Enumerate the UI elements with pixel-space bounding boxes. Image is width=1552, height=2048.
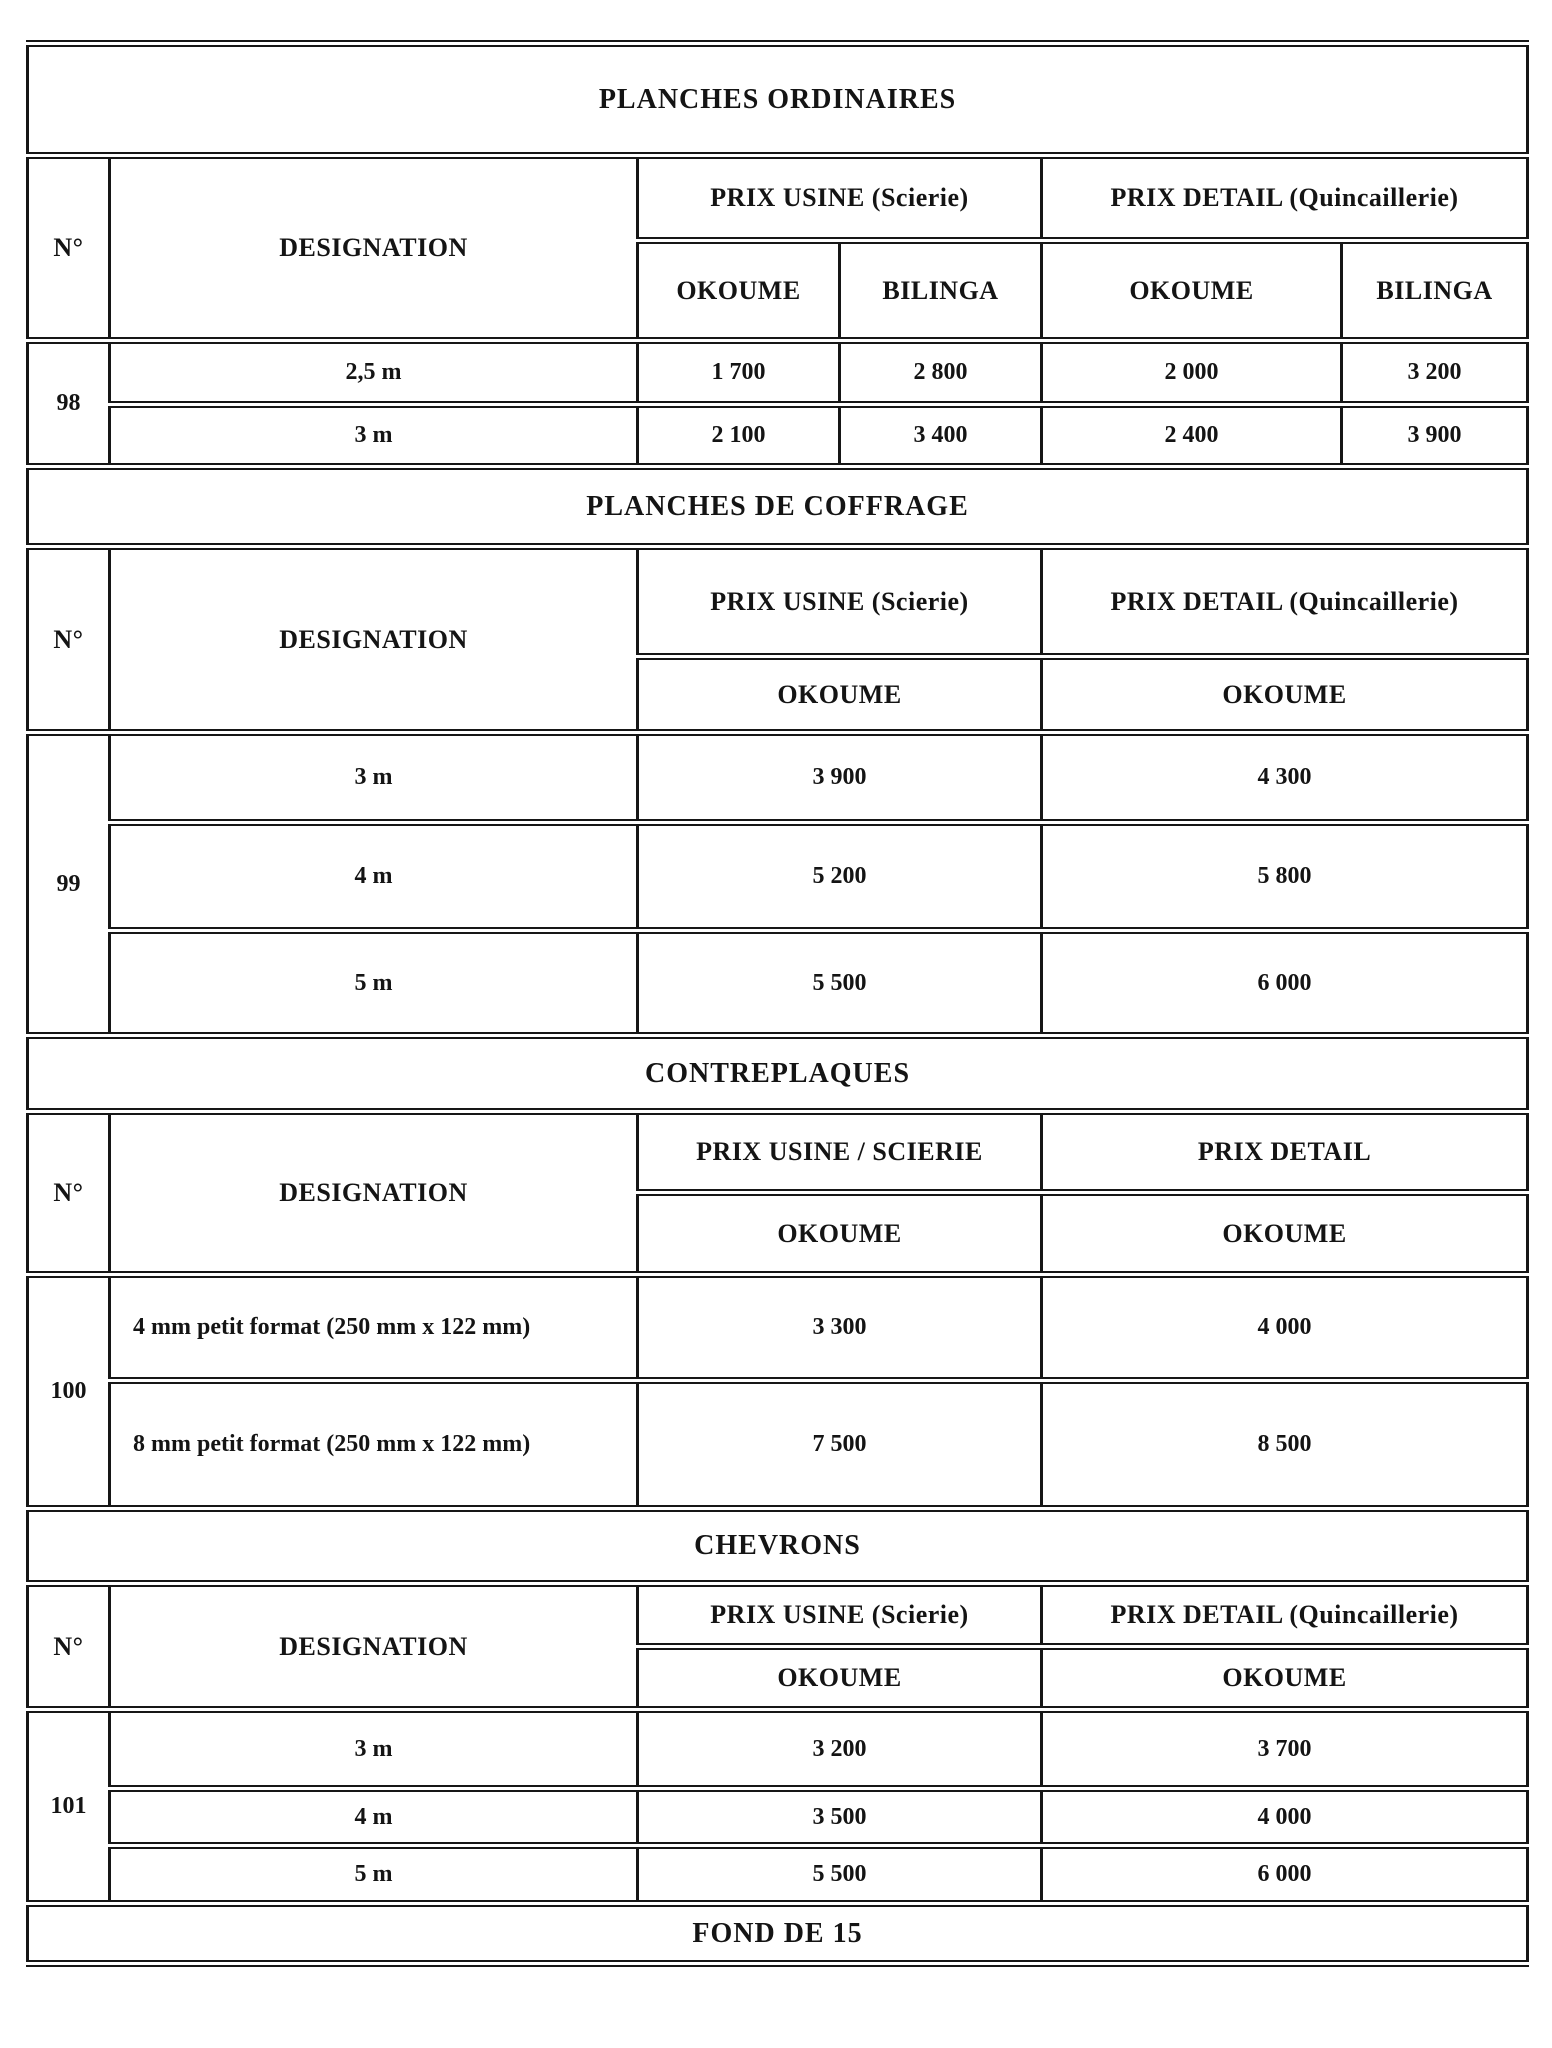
cell-price: 2 000 — [1042, 341, 1342, 405]
header-row-upper — [28, 547, 1528, 657]
table-row — [28, 1846, 1528, 1904]
sub-header-okoume: OKOUME — [1042, 1193, 1528, 1275]
sub-header-okoume: OKOUME — [638, 1193, 1042, 1275]
col-header-designation: DESIGNATION — [110, 1112, 638, 1275]
cell-designation: 5 m — [110, 1846, 638, 1904]
cell-designation: 4 m — [110, 1789, 638, 1846]
cell-price: 2 100 — [638, 405, 840, 467]
cell-designation: 8 mm petit format (250 mm x 122 mm) — [110, 1381, 638, 1509]
cell-price: 5 500 — [638, 931, 1042, 1036]
cell-price: 4 300 — [1042, 733, 1528, 823]
cell-price: 3 400 — [840, 405, 1042, 467]
cell-price: 2 800 — [840, 341, 1042, 405]
cell-price: 5 500 — [638, 1846, 1042, 1904]
table-row — [28, 341, 1528, 405]
cell-price: 3 200 — [638, 1710, 1042, 1789]
cell-designation: 3 m — [110, 733, 638, 823]
cell-price: 3 700 — [1042, 1710, 1528, 1789]
sub-header-bilinga: BILINGA — [1342, 241, 1528, 341]
col-header-designation: DESIGNATION — [110, 547, 638, 733]
cell-price: 1 700 — [638, 341, 840, 405]
cell-price: 6 000 — [1042, 1846, 1528, 1904]
price-table — [26, 40, 1529, 1967]
table-row — [28, 1275, 1528, 1381]
group-number: 99 — [28, 733, 110, 1036]
col-header-prix-usine: PRIX USINE (Scierie) — [638, 547, 1042, 657]
cell-designation: 5 m — [110, 931, 638, 1036]
section-title-planches-de-coffrage: PLANCHES DE COFFRAGE — [28, 467, 1528, 547]
cell-designation: 2,5 m — [110, 341, 638, 405]
cell-price: 3 900 — [638, 733, 1042, 823]
table-row — [28, 1789, 1528, 1846]
col-header-no: N° — [28, 547, 110, 733]
col-header-designation: DESIGNATION — [110, 1584, 638, 1710]
cell-price: 2 400 — [1042, 405, 1342, 467]
footer-title-fond-de-15: FOND DE 15 — [28, 1904, 1528, 1964]
sub-header-okoume: OKOUME — [638, 657, 1042, 733]
col-header-prix-detail: PRIX DETAIL (Quincaillerie) — [1042, 547, 1528, 657]
cell-price: 3 900 — [1342, 405, 1528, 467]
section-banner-row — [28, 1036, 1528, 1112]
sub-header-okoume: OKOUME — [1042, 241, 1342, 341]
cell-designation: 4 mm petit format (250 mm x 122 mm) — [110, 1275, 638, 1381]
table-row — [28, 1710, 1528, 1789]
cell-price: 3 200 — [1342, 341, 1528, 405]
cell-price: 4 000 — [1042, 1789, 1528, 1846]
sub-header-bilinga: BILINGA — [840, 241, 1042, 341]
cell-price: 3 300 — [638, 1275, 1042, 1381]
sub-header-okoume: OKOUME — [638, 241, 840, 341]
col-header-no: N° — [28, 1112, 110, 1275]
col-header-prix-usine: PRIX USINE (Scierie) — [638, 1584, 1042, 1647]
cell-price: 3 500 — [638, 1789, 1042, 1846]
col-header-prix-usine: PRIX USINE / SCIERIE — [638, 1112, 1042, 1193]
col-header-prix-detail: PRIX DETAIL (Quincaillerie) — [1042, 156, 1528, 241]
sub-header-okoume: OKOUME — [1042, 1647, 1528, 1710]
header-row-upper — [28, 156, 1528, 241]
section-title-chevrons: CHEVRONS — [28, 1509, 1528, 1584]
cell-price: 4 000 — [1042, 1275, 1528, 1381]
cell-price: 5 800 — [1042, 823, 1528, 931]
cell-designation: 3 m — [110, 405, 638, 467]
col-header-no: N° — [28, 1584, 110, 1710]
col-header-designation: DESIGNATION — [110, 156, 638, 341]
header-row-upper — [28, 1112, 1528, 1193]
col-header-prix-detail: PRIX DETAIL — [1042, 1112, 1528, 1193]
section-banner-row — [28, 1509, 1528, 1584]
header-row-upper — [28, 1584, 1528, 1647]
group-number: 101 — [28, 1710, 110, 1904]
table-row — [28, 823, 1528, 931]
group-number: 100 — [28, 1275, 110, 1509]
group-number: 98 — [28, 341, 110, 467]
table-row — [28, 405, 1528, 467]
sub-header-okoume: OKOUME — [1042, 657, 1528, 733]
footer-banner-row — [28, 1904, 1528, 1964]
sub-header-okoume: OKOUME — [638, 1647, 1042, 1710]
cell-designation: 3 m — [110, 1710, 638, 1789]
table-row — [28, 931, 1528, 1036]
col-header-prix-detail: PRIX DETAIL (Quincaillerie) — [1042, 1584, 1528, 1647]
section-banner-row — [28, 44, 1528, 156]
col-header-prix-usine: PRIX USINE (Scierie) — [638, 156, 1042, 241]
section-title-contreplaques: CONTREPLAQUES — [28, 1036, 1528, 1112]
col-header-no: N° — [28, 156, 110, 341]
cell-price: 5 200 — [638, 823, 1042, 931]
section-banner-row — [28, 467, 1528, 547]
cell-price: 6 000 — [1042, 931, 1528, 1036]
table-row — [28, 733, 1528, 823]
table-row — [28, 1381, 1528, 1509]
cell-designation: 4 m — [110, 823, 638, 931]
section-title-planches-ordinaires: PLANCHES ORDINAIRES — [28, 44, 1528, 156]
cell-price: 7 500 — [638, 1381, 1042, 1509]
cell-price: 8 500 — [1042, 1381, 1528, 1509]
